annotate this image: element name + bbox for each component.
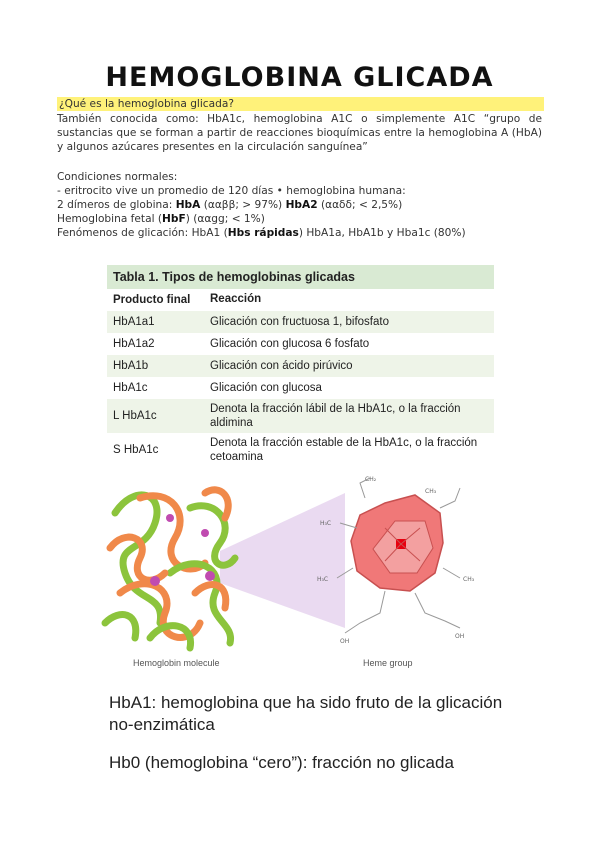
- heme-label: CH₂: [365, 476, 377, 483]
- table-cell-reaction: Glicación con glucosa: [210, 382, 322, 394]
- table-header-row: [107, 289, 494, 311]
- heme-label: CH₃: [425, 488, 437, 495]
- heme-label: H₃C: [320, 520, 332, 527]
- table-header-product: Producto final: [113, 294, 191, 306]
- hbs-rapidas-term: Hbs rápidas: [227, 227, 299, 239]
- heme-label: H₃C: [317, 576, 329, 583]
- glycated-hemoglobin-table: [107, 265, 494, 467]
- hba-term: HbA: [175, 199, 201, 211]
- hbf-term: HbF: [162, 213, 186, 225]
- table-row: [107, 433, 494, 467]
- conditions-line-4: Fenómenos de glicación: HbA1 (Hbs rápidas) HbA1a, HbA1b y Hba1c (80%): [57, 227, 466, 239]
- hba1-definition-line-1: HbA1: hemoglobina que ha sido fruto de la glicación: [109, 693, 503, 712]
- table-cell-product: HbA1b: [113, 360, 149, 372]
- conditions-line-2: 2 dímeros de globina: HbA (ααββ; > 97%) HbA2 (ααδδ; < 2,5%): [57, 199, 403, 211]
- heme-label: OH: [455, 633, 465, 640]
- table-row: [107, 311, 494, 333]
- heme-group-label: Heme group: [363, 658, 413, 668]
- table-cell-reaction: Denota la fracción estable de la HbA1c, o la fracción cetoamina: [210, 437, 478, 463]
- zoom-wedge: [220, 493, 345, 628]
- question-heading: ¿Qué es la hemoglobina glicada?: [57, 97, 544, 111]
- heme-label: OH: [340, 638, 350, 645]
- hba1-definition-line-2: no-enzimática: [109, 715, 215, 734]
- heme-group-graphic: [337, 478, 460, 633]
- table-cell-product: HbA1c: [113, 382, 148, 394]
- table-caption: Tabla 1. Tipos de hemoglobinas glicadas: [107, 265, 494, 289]
- table-cell-product: HbA1a1: [113, 316, 155, 328]
- table-cell-reaction: Denota la fracción lábil de la HbA1c, o la fracción aldimina: [210, 403, 461, 429]
- table-cell-product: S HbA1c: [113, 444, 159, 456]
- table-row: [107, 333, 494, 355]
- conditions-heading: Condiciones normales:: [57, 171, 178, 183]
- table-cell-product: L HbA1c: [113, 410, 157, 422]
- hemoglobin-illustration: [95, 473, 495, 678]
- conditions-line-3: Hemoglobina fetal (HbF) (ααgg; < 1%): [57, 213, 265, 225]
- hemoglobin-molecule-label: Hemoglobin molecule: [133, 658, 220, 668]
- hba1-definition: [109, 692, 502, 736]
- table-header-reaction: Reacción: [210, 293, 262, 305]
- table-cell-product: HbA1a2: [113, 338, 155, 350]
- table-cell-reaction: Glicación con fructuosa 1, bifosfato: [210, 316, 389, 328]
- hemoglobin-figure: [95, 473, 495, 678]
- table-row: [107, 399, 494, 433]
- heme-label: CH₃: [463, 576, 475, 583]
- table-row: [107, 377, 494, 399]
- table-row: [107, 355, 494, 377]
- table-cell-reaction: Glicación con glucosa 6 fosfato: [210, 338, 370, 350]
- page-title: HEMOGLOBINA GLICADA: [105, 62, 494, 93]
- conditions-block: [57, 170, 542, 240]
- intro-paragraph: También conocida como: HbA1c, hemoglobina A1C o simplemente A1C “grupo de sustancias que se forman a partir de reacciones bioquímicas entre la hemoglobina A (HbA) y algunos azúcares presentes en la circulación sanguínea”: [57, 113, 542, 153]
- hemoglobin-molecule-graphic: [105, 490, 235, 648]
- hba2-term: HbA2: [285, 199, 318, 211]
- table-cell-reaction: Glicación con ácido pirúvico: [210, 360, 353, 372]
- conditions-line-1: - eritrocito vive un promedio de 120 días • hemoglobina humana:: [57, 185, 406, 197]
- hb0-definition: Hb0 (hemoglobina “cero”): fracción no glicada: [109, 753, 454, 772]
